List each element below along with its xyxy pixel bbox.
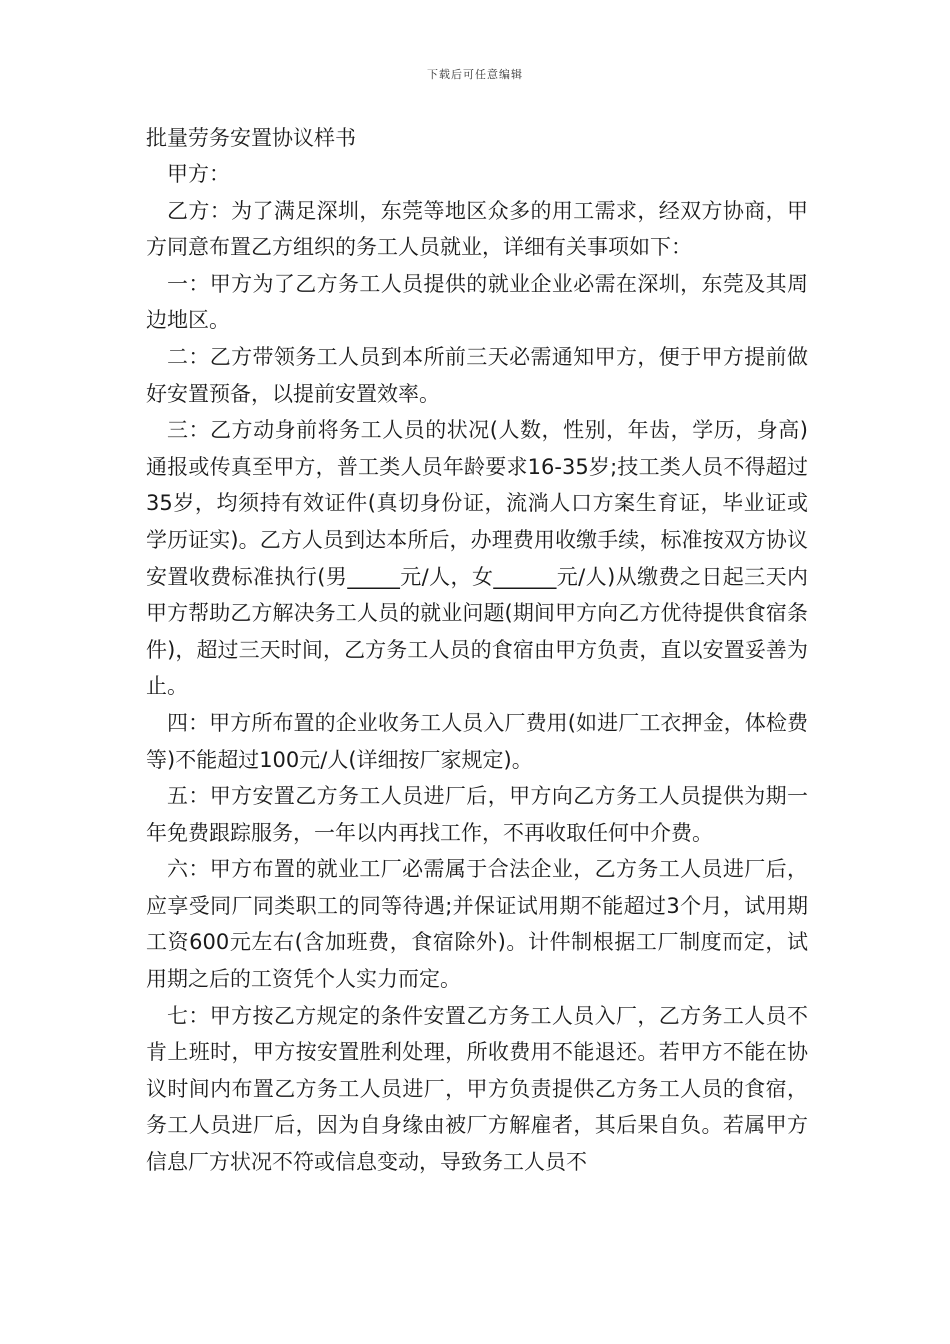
paragraph-clause-7: 七：甲方按乙方规定的条件安置乙方务工人员入厂，乙方务工人员不肯上班时，甲方按安置胜利处理，所收费用不能退还。若甲方不能在协议时间内布置乙方务工人员进厂，甲方负责提供乙方务工人员的食宿，务工人员进厂后，因为自身缘由被厂方解雇者，其后果自负。若属甲方信息厂方状况不符或信息变动，导致务工人员不	[146, 1003, 808, 1175]
paragraph-clause-3: 三：乙方动身前将务工人员的状况(人数，性别，年齿，学历，身高)通报或传真至甲方，普工类人员年龄要求16-35岁;技工类人员不得超过35岁，均须持有效证件(真切身份证，流淌人口方案生育证，毕业证或学历证实)。乙方人员到达本所后，办理费用收缴手续，标准按双方协议安置收费标准执行(男_____元/人，女______元/人)从缴费之日起三天内甲方帮助乙方解决务工人员的就业问题(期间甲方向乙方优待提供食宿条件)，超过三天时间，乙方务工人员的食宿由甲方负责，直以安置妥善为止。	[146, 418, 808, 699]
paragraph-clause-2: 二：乙方带领务工人员到本所前三天必需通知甲方，便于甲方提前做好安置预备，以提前安置效率。	[146, 344, 808, 406]
document-title: 批量劳务安置协议样书	[146, 126, 356, 150]
paragraph-clause-4: 四：甲方所布置的企业收务工人员入厂费用(如进厂工衣押金，体检费等)不能超过100元/人(详细按厂家规定)。	[146, 710, 808, 772]
paragraph-party-a: 甲方：	[167, 162, 230, 186]
paragraph-clause-1: 一：甲方为了乙方务工人员提供的就业企业必需在深圳，东莞及其周边地区。	[146, 271, 808, 333]
paragraph-clause-5: 五：甲方安置乙方务工人员进厂后，甲方向乙方务工人员提供为期一年免费跟踪服务，一年以内再找工作，不再收取任何中介费。	[146, 784, 808, 845]
header-note: 下载后可任意编辑	[427, 68, 523, 81]
document-body	[146, 120, 808, 1181]
paragraph-clause-6: 六：甲方布置的就业工厂必需属于合法企业，乙方务工人员进厂后，应享受同厂同类职工的同等待遇;并保证试用期不能超过3个月，试用期工资600元左右(含加班费，食宿除外)。计件制根据工厂制度而定，试用期之后的工资凭个人实力而定。	[146, 857, 808, 992]
paragraph-party-b: 乙方：为了满足深圳，东莞等地区众多的用工需求，经双方协商，甲方同意布置乙方组织的务工人员就业，详细有关事项如下：	[146, 198, 808, 260]
